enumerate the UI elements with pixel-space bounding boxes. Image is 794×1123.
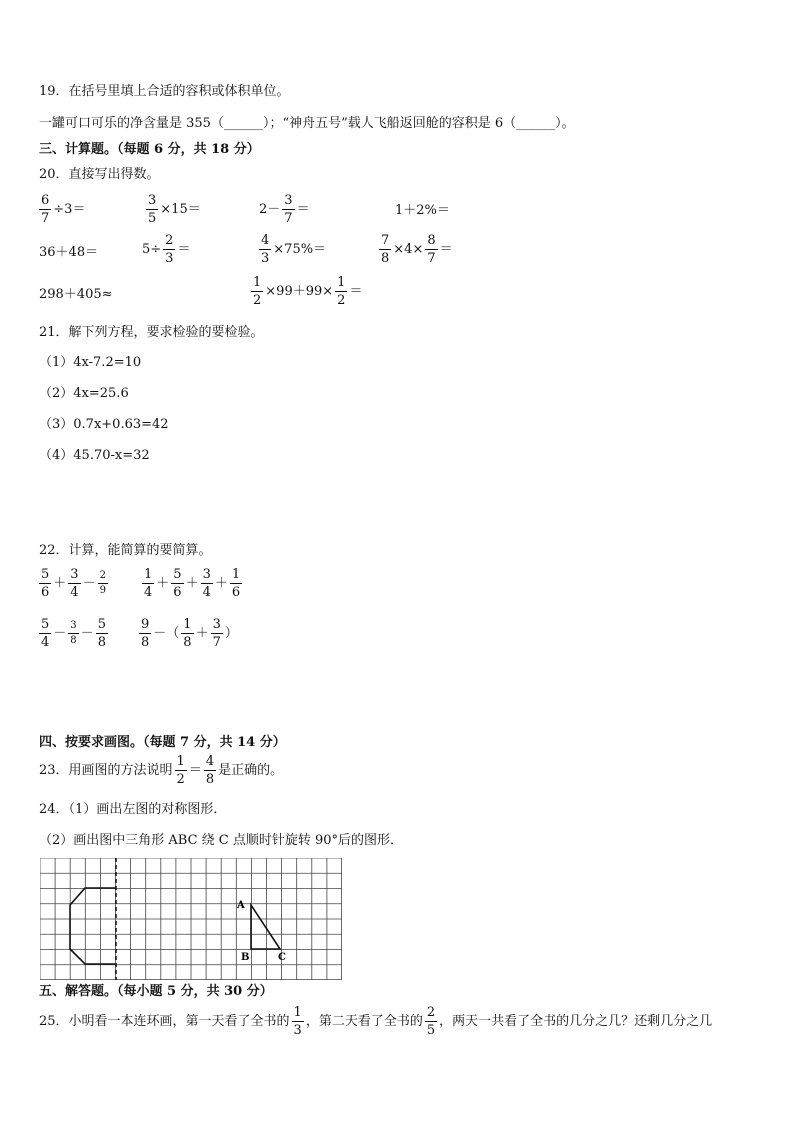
q22-expr-a: $\frac{5}{6}$ ＋ $\frac{3}{4}$ － $\frac{2}{9}$: [41, 567, 106, 600]
q22-expr-b: $\frac{1}{4}$ ＋ $\frac{5}{6}$ ＋ $\frac{3}{4}$ ＋ $\frac{1}{6}$: [144, 567, 241, 600]
q21-eq-1: （1）4x-7.2=10: [39, 355, 142, 370]
fraction: $\frac{9}{8}$: [141, 617, 150, 650]
q20-expr-4: 1＋2%＝: [395, 203, 450, 218]
triangle-abc: [251, 905, 280, 949]
q20-expr-8: $\frac{7}{8}$ ×4× $\frac{8}{7}$ ＝: [381, 233, 453, 266]
fraction: $\frac{7}{8}$: [381, 233, 390, 266]
q19-title: 19．在括号里填上合适的容积或体积单位。: [39, 84, 290, 99]
q21-title: 21．解下列方程，要求检验的要检验。: [39, 325, 264, 340]
q20-title: 20．直接写出得数。: [39, 167, 160, 182]
q21-eq-2: （2）4x=25.6: [39, 386, 129, 401]
fraction: $\frac{1}{4}$: [144, 567, 153, 600]
q22-expr-c: $\frac{5}{4}$ － $\frac{3}{8}$ － $\frac{5}{8}$: [41, 617, 106, 650]
q20-expr-9: 298＋405≈: [39, 287, 113, 302]
label-c: C: [278, 952, 286, 963]
fraction: $\frac{5}{6}$: [41, 567, 50, 600]
label-a: A: [237, 900, 245, 911]
fraction: $\frac{1}{2}$: [337, 275, 346, 308]
grid-lines: [40, 858, 342, 980]
q20-expr-7: $\frac{4}{3}$ ×75%＝: [261, 233, 327, 266]
q19-text: 一罐可口可乐的净含量是 355（______）；“神舟五号”载人飞船返回舱的容积是 6（______）。: [39, 116, 575, 131]
fraction: $\frac{1}{6}$: [231, 567, 241, 600]
fraction: $\frac{4}{3}$: [261, 233, 270, 266]
q20-expr-5: 36＋48＝: [39, 245, 99, 260]
fraction: $\frac{5}{8}$: [97, 617, 106, 650]
q20-expr-3: 2－ $\frac{3}{7}$ ＝: [259, 193, 310, 226]
fraction: $\frac{6}{7}$: [41, 193, 50, 226]
q24-line-1: 24．（1）画出左图的对称图形．: [39, 802, 227, 817]
fraction: $\frac{5}{6}$: [173, 567, 182, 600]
q20-expr-2: $\frac{3}{5}$ ×15＝: [148, 193, 201, 226]
fraction: $\frac{3}{7}$: [212, 617, 221, 650]
section5-title: 五、解答题。（每小题 5 分，共 30 分）: [39, 984, 273, 999]
fraction: $\frac{5}{4}$: [41, 617, 50, 650]
q23-text: 23．用画图的方法说明 $\frac{1}{2}$ ＝ $\frac{4}{8}$ 是正确的。: [39, 754, 284, 787]
fraction: $\frac{3}{8}$: [70, 620, 77, 646]
q24-line-2: （2）画出图中三角形 ABC 绕 C 点顺时针旋转 90°后的图形．: [39, 833, 404, 848]
q21-eq-3: （3）0.7x+0.63=42: [39, 417, 169, 432]
left-shape: [70, 888, 115, 964]
fraction: $\frac{3}{5}$: [148, 193, 157, 226]
q21-eq-4: （4）45.70-x=32: [39, 448, 150, 463]
fraction: $\frac{3}{7}$: [284, 193, 293, 226]
q22-expr-d: $\frac{9}{8}$ －（ $\frac{1}{8}$ ＋ $\frac{3}{7}$ ）: [141, 617, 238, 650]
q20-expr-6: 5÷ $\frac{2}{3}$ ＝: [142, 233, 191, 266]
q22-title: 22．计算，能简算的要简算。: [39, 543, 212, 558]
section4-title: 四、按要求画图。（每题 7 分，共 14 分）: [39, 735, 286, 750]
fraction: $\frac{8}{7}$: [427, 233, 436, 266]
fraction: $\frac{1}{2}$: [176, 754, 185, 787]
fraction: $\frac{1}{2}$: [253, 275, 262, 308]
fraction: $\frac{1}{3}$: [293, 1005, 302, 1038]
fraction: $\frac{3}{4}$: [202, 567, 211, 600]
fraction: $\frac{1}{8}$: [183, 617, 192, 650]
fraction: $\frac{2}{3}$: [165, 233, 174, 266]
label-b: B: [241, 952, 250, 963]
fraction: $\frac{2}{5}$: [426, 1005, 436, 1038]
q25-text: 25．小明看一本连环画，第一天看了全书的 $\frac{1}{3}$ ，第二天看了全书的 $\frac{2}{5}$ ，两天一共看了全书的几分之几？还剩几分之几: [39, 1005, 713, 1038]
q20-expr-1: $\frac{6}{7}$ ÷3＝: [41, 193, 86, 226]
q20-expr-10: $\frac{1}{2}$ ×99＋99× $\frac{1}{2}$ ＝: [253, 275, 363, 308]
fraction: $\frac{2}{9}$: [99, 570, 106, 596]
fraction: $\frac{3}{4}$: [70, 567, 79, 600]
fraction: $\frac{4}{8}$: [205, 754, 215, 787]
section3-title: 三、计算题。（每题 6 分，共 18 分）: [39, 142, 260, 157]
grid-figure: [40, 858, 342, 980]
